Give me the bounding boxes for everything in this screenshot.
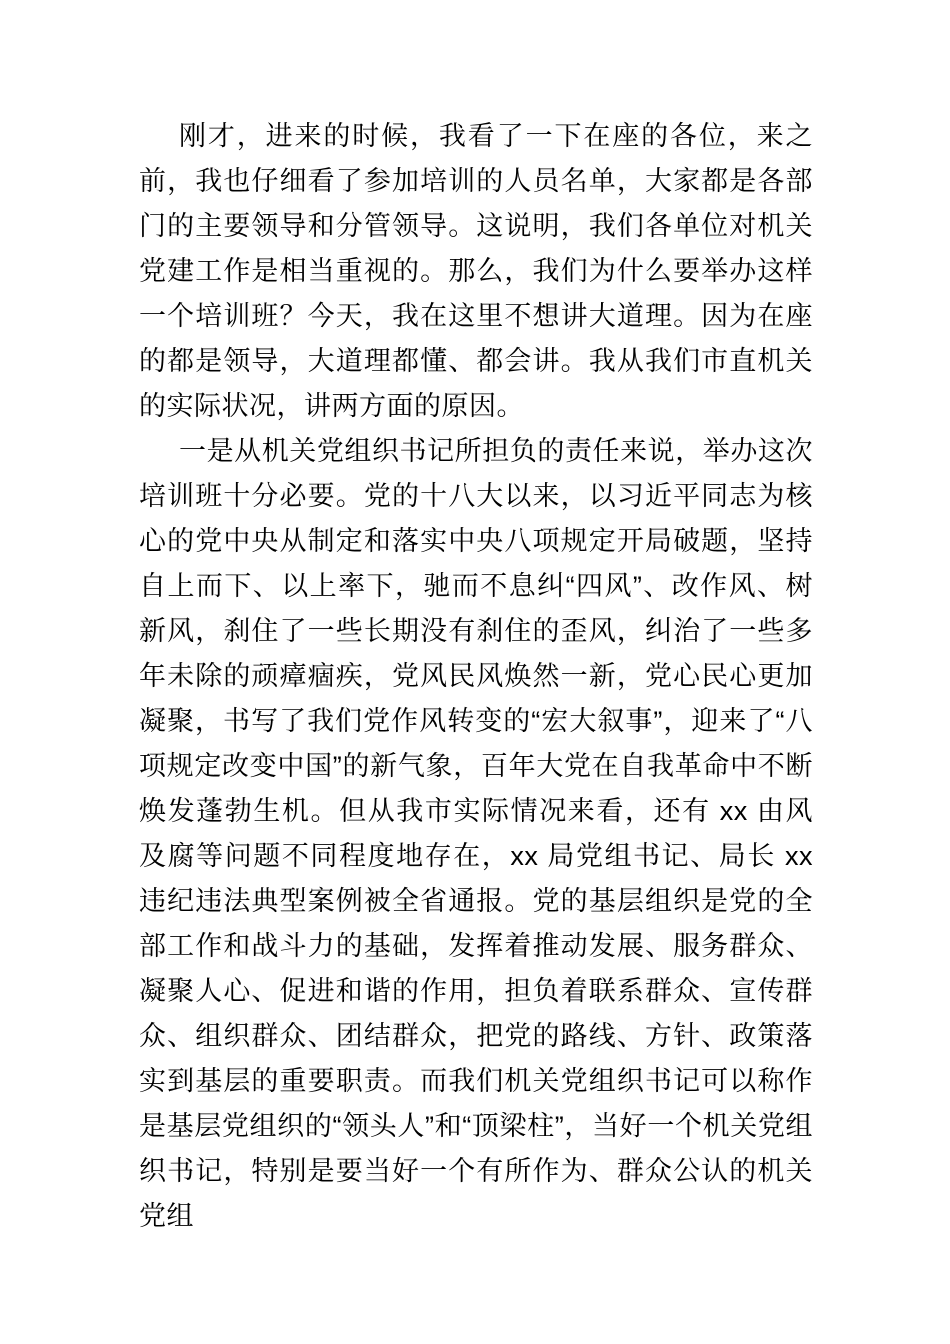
paragraph-reason-one: 一是从机关党组织书记所担负的责任来说，举办这次培训班十分必要。党的十八大以来，以习近平同志为核心的党中央从制定和落实中央八项规定开局破题，坚持自上而下、以上率下，驰而不息纠“四风”、改作风、树新风，刹住了一些长期没有刹住的歪风，纠治了一些多年未除的顽瘴痼疾，党风民风焕然一新，党心民心更加凝聚，书写了我们党作风转变的“宏大叙事”，迎来了“八项规定改变中国”的新气象，百年大党在自我革命中不断焕发蓬勃生机。但从我市实际情况来看，还有 xx 由风及腐等问题不同程度地存在，xx 局党组书记、局长 xx 违纪违法典型案例被全省通报。党的基层组织是党的全部工作和战斗力的基础，发挥着推动发展、服务群众、凝聚人心、促进和谐的作用，担负着联系群众、宣传群众、组织群众、团结群众，把党的路线、方针、政策落实到基层的重要职责。而我们机关党组织书记可以称作是基层党组织的“领头人”和“顶梁柱”，当好一个机关党组织书记，特别是要当好一个有所作为、群众公认的机关党组 (139, 436, 813, 1231)
document-text-body (139, 114, 813, 1239)
paragraph-intro: 刚才，进来的时候，我看了一下在座的各位，来之前，我也仔细看了参加培训的人员名单，大家都是各部门的主要领导和分管领导。这说明，我们各单位对机关党建工作是相当重视的。那么，我们为什么要举办这样一个培训班？今天，我在这里不想讲大道理。因为在座的都是领导，大道理都懂、都会讲。我从我们市直机关的实际状况，讲两方面的原因。 (139, 121, 813, 421)
